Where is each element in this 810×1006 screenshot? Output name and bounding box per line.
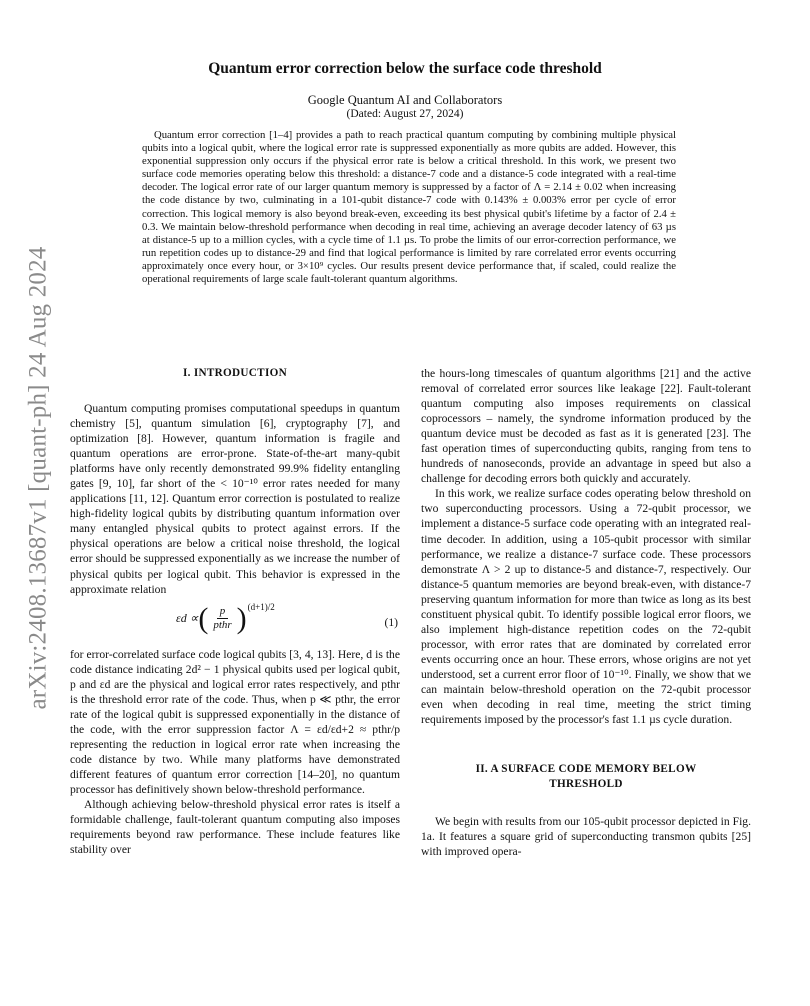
arxiv-identifier-stamp	[18, 245, 58, 710]
equation-denominator: pthr	[213, 619, 232, 632]
equation-left-paren: (	[198, 601, 209, 635]
equation-body	[176, 601, 275, 635]
left-column	[70, 366, 400, 857]
paper-date: (Dated: August 27, 2024)	[346, 108, 464, 120]
paper-title: Quantum error correction below the surface code threshold	[208, 60, 602, 77]
right-column	[421, 366, 751, 859]
intro-paragraph-4: the hours-long timescales of quantum algorithms [21] and the active removal of correlated error sources like leakage [22]. Fault-tolerant quantum computing also imposes requirements on classical coprocessors – namely, the syndrome information produced by the quantum device must be decoded as fast as it is generated [23]. The fast operation times of superconducting qubits, ranging from tens to hundreds of nanoseconds, provide an advantage in speed but also a challenge for decoding errors both quickly and accurately.	[421, 367, 751, 486]
intro-paragraph-5: In this work, we realize surface codes operating below threshold on two superconducting processors. Using a 72-qubit processor, we implement a distance-5 surface code operating with an integrated real-time decoder. In addition, using a 105-qubit processor with similar performance, we realize a distance-7 surface code. These processors demonstrate Λ > 2 up to distance-5 and distance-7, respectively. Our distance-5 quantum memories are beyond break-even, with distance-7 preserving quantum information for more than twice as long as its best constituent physical qubit. To identify possible logical error floors, we also implement high-distance repetition codes on the 72-qubit processor, with error rates that are dominated by correlated error events occurring once an hour. These errors, whose origins are not yet understood, set a current error floor of 10⁻¹⁰. Finally, we show that we can maintain below-threshold operation on the 72-qubit processor even when decoding in real time, meeting the strict timing requirements imposed by the processor's fast 1.1 µs cycle duration.	[421, 487, 751, 727]
paper-authors: Google Quantum AI and Collaborators	[307, 93, 503, 107]
section-heading-surface-code-memory: II. A SURFACE CODE MEMORY BELOW THRESHOLD	[475, 763, 697, 791]
equation-number: (1)	[384, 615, 398, 629]
equation-numerator: p	[217, 605, 229, 619]
abstract: Quantum error correction [1–4] provides a path to reach practical quantum computing by combining multiple physical qubits into a logical qubit, where the logical error rate is suppressed exponentially as more qubits are added. However, this exponential suppression only occurs if the physical error rate is below a critical threshold. In this work, we present two surface code memories operating below this threshold: a distance-7 code and a distance-5 code integrated with a real-time decoder. The logical error rate of our larger quantum memory is suppressed by a factor of Λ = 2.14 ± 0.02 when increasing the code distance by two, culminating in a 101-qubit distance-7 code with 0.143% ± 0.003% error per cycle of error correction. This logical memory is also beyond break-even, exceeding its best physical qubit's lifetime by a factor of 2.4 ± 0.3. We maintain below-threshold performance when decoding in real time, achieving an average decoder latency of 63 µs at distance-5 up to a million cycles, with a cycle time of 1.1 µs. To probe the limits of our error-correction performance, we run repetition codes up to distance-29 and find that logical performance is limited by rare correlated error events occurring approximately once every hour, or 3×10⁹ cycles. Our results present device performance that, if scaled, could realize the operational requirements of large scale fault-tolerant quantum algorithms.	[142, 129, 676, 286]
equation-lhs: εd ∝	[176, 611, 199, 626]
arxiv-identifier-text: arXiv:2408.13687v1 [quant-ph] 24 Aug 2024	[24, 245, 52, 710]
section-heading-introduction: I. INTRODUCTION	[183, 367, 287, 379]
section2-paragraph-1: We begin with results from our 105-qubit processor depicted in Fig. 1a. It features a square grid of superconducting transmon qubits [25] with improved opera-	[421, 815, 751, 859]
intro-paragraph-2: for error-correlated surface code logical qubits [3, 4, 13]. Here, d is the code distance indicating 2d² − 1 physical qubits used per logical qubit, p and εd are the physical and logical error rates respectively, and pthr is the threshold error rate of the code. Thus, when p ≪ pthr, the error rate of the logical qubit is suppressed exponentially in the distance of the code, with the error suppression factor Λ = εd/εd+2 ≈ pthr/p representing the reduction in logical error rate when increasing the code distance by two. While many platforms have demonstrated different features of quantum error correction [14–20], no quantum processor has definitively shown below-threshold performance.	[70, 647, 400, 797]
intro-paragraph-3: Although achieving below-threshold physical error rates is itself a formidable challenge, fault-tolerant quantum computing also imposes requirements beyond raw performance. These include features like stability over	[70, 798, 400, 857]
equation-exponent: (d+1)/2	[247, 601, 275, 612]
equation-right-paren: )	[236, 601, 247, 635]
equation-1	[70, 600, 400, 646]
equation-fraction	[210, 605, 234, 632]
intro-paragraph-1: Quantum computing promises computational speedups in quantum chemistry [5], quantum simulation [6], cryptography [7], and optimization [8]. However, quantum information is fragile and quantum operations are error-prone. State-of-the-art many-qubit platforms have only recently demonstrated 99.9% fidelity entangling gates [9, 10], far short of the < 10⁻¹⁰ error rates needed for many applications [11, 12]. Quantum error correction is postulated to realize high-fidelity logical qubits by distributing quantum information over many entangled physical qubits to protect against errors. If the physical operations are below a critical noise threshold, the logical error should be suppressed exponentially as we increase the number of physical qubits per logical qubit. This behavior is expressed in the approximate relation	[70, 402, 400, 596]
